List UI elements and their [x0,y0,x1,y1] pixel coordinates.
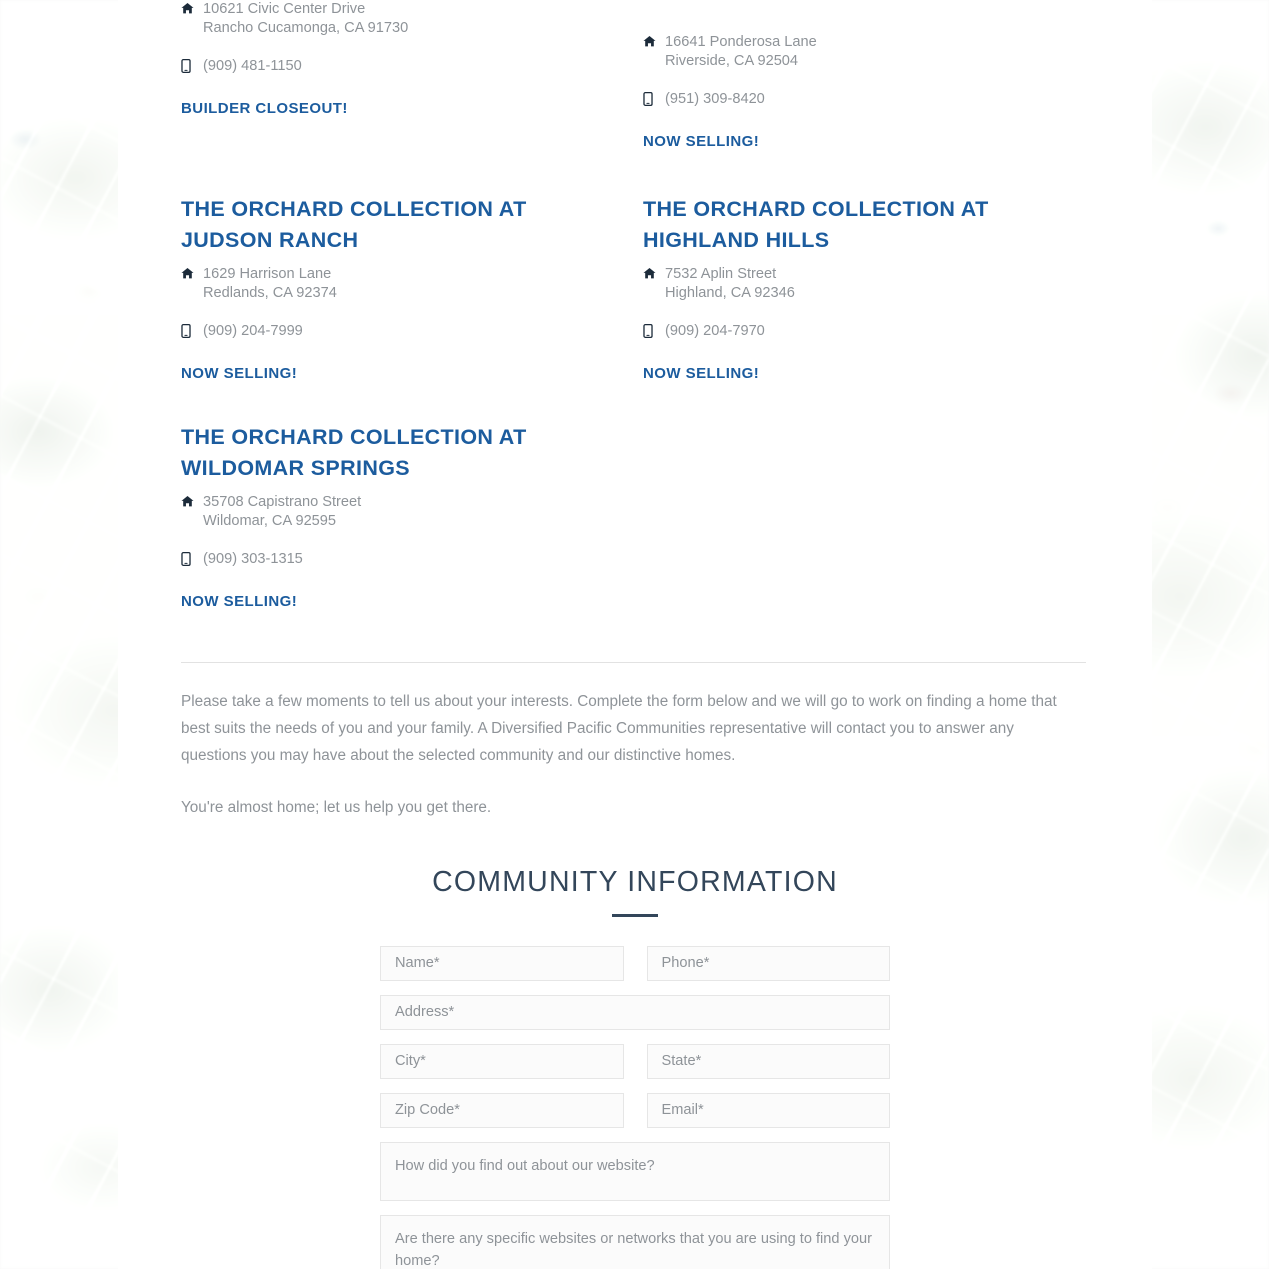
phone-row[interactable] [643,90,1089,109]
mobile-phone-icon [181,57,203,73]
address-line-2: Rancho Cucamonga, CA 91730 [203,20,409,36]
mobile-phone-icon [643,90,665,106]
state-input[interactable]: State* [647,1044,891,1079]
address-row [643,33,1089,71]
address-line-2: Redlands, CA 92374 [203,285,337,301]
phone-row[interactable] [181,57,643,76]
form-row-city-state [380,1044,890,1079]
address-line-2: Wildomar, CA 92595 [203,513,337,529]
status-badge: NOW SELLING! [643,365,760,382]
status-badge: NOW SELLING! [181,365,298,382]
address-row [181,493,643,531]
status-badge: NOW SELLING! [643,133,760,150]
community-column-left-3 [181,402,643,630]
phone-number[interactable]: (909) 204-7970 [665,323,765,339]
mobile-phone-icon [181,550,203,566]
intro-copy [181,688,1089,769]
mobile-phone-icon [643,322,665,338]
community-card-4 [643,174,1089,402]
community-title[interactable]: THE ORCHARD COLLECTION AT HIGHLAND HILLS [643,197,989,252]
community-card-1 [181,0,643,174]
address-line-1: 10621 Civic Center Drive [203,1,366,17]
community-information-form [380,946,890,1269]
section-divider-wrap [181,662,1089,663]
content-panel [118,0,1152,1269]
phone-number[interactable]: (909) 303-1315 [203,551,303,567]
community-card-5 [181,402,643,630]
community-listings [181,0,1089,630]
form-row-name-phone [380,946,890,981]
community-card-3 [181,174,643,402]
status-badge: NOW SELLING! [181,593,298,610]
zip-code-input[interactable]: Zip Code* [380,1093,624,1128]
form-row-zip-email [380,1093,890,1128]
address-row [643,265,1089,303]
form-heading-wrap [118,866,1152,917]
community-column-right-3 [643,402,1089,630]
address-line-1: 16641 Ponderosa Lane [665,34,817,50]
community-card-2 [643,0,1089,174]
phone-input[interactable]: Phone* [647,946,891,981]
phone-row[interactable] [181,550,643,569]
intro-paragraph-2: You're almost home; let us help you get there. [181,799,492,816]
heading-accent-rule [612,914,658,917]
home-icon [643,265,665,280]
community-title[interactable]: THE ORCHARD COLLECTION AT WILDOMAR SPRINGS [181,425,527,480]
form-row-address [380,995,890,1030]
community-column-right [643,0,1089,174]
community-column-right-2 [643,174,1089,402]
address-line-1: 35708 Capistrano Street [203,494,362,510]
phone-number[interactable]: (951) 309-8420 [665,91,765,107]
address-line-2: Highland, CA 92346 [665,285,795,301]
specific-websites-textarea[interactable]: Are there any specific websites or networks that you are using to find your home? [380,1215,890,1269]
address-input[interactable]: Address* [380,995,890,1030]
status-badge: BUILDER CLOSEOUT! [181,100,348,117]
home-icon [181,493,203,508]
how-found-textarea[interactable]: How did you find out about our website? [380,1142,890,1201]
phone-number[interactable]: (909) 204-7999 [203,323,303,339]
community-column-left [181,0,643,174]
city-input[interactable]: City* [380,1044,624,1079]
home-icon [181,0,203,15]
intro-paragraph-1: Please take a few moments to tell us about your interests. Complete the form below and we will go to work on finding a home that best suits the needs of you and your family. A Diversified Pacific Communities representative will contact you to answer any questions you may have about the selected community and our distinctive homes. [181,693,1057,764]
name-input[interactable]: Name* [380,946,624,981]
phone-row[interactable] [643,322,1089,341]
address-line-2: Riverside, CA 92504 [665,53,799,69]
home-icon [181,265,203,280]
community-title[interactable]: THE ORCHARD COLLECTION AT JUDSON RANCH [181,197,527,252]
intro-copy-2 [181,794,1089,821]
mobile-phone-icon [181,322,203,338]
address-line-1: 7532 Aplin Street [665,266,777,282]
community-column-left-2 [181,174,643,402]
phone-number[interactable]: (909) 481-1150 [203,58,302,74]
address-row [181,0,643,38]
form-row-how-found [380,1142,890,1201]
email-input[interactable]: Email* [647,1093,891,1128]
address-line-1: 1629 Harrison Lane [203,266,332,282]
address-row [181,265,643,303]
form-row-specific-sites [380,1215,890,1269]
horizontal-divider [181,662,1086,663]
home-icon [643,33,665,48]
page-title: COMMUNITY INFORMATION [432,866,838,898]
phone-row[interactable] [181,322,643,341]
